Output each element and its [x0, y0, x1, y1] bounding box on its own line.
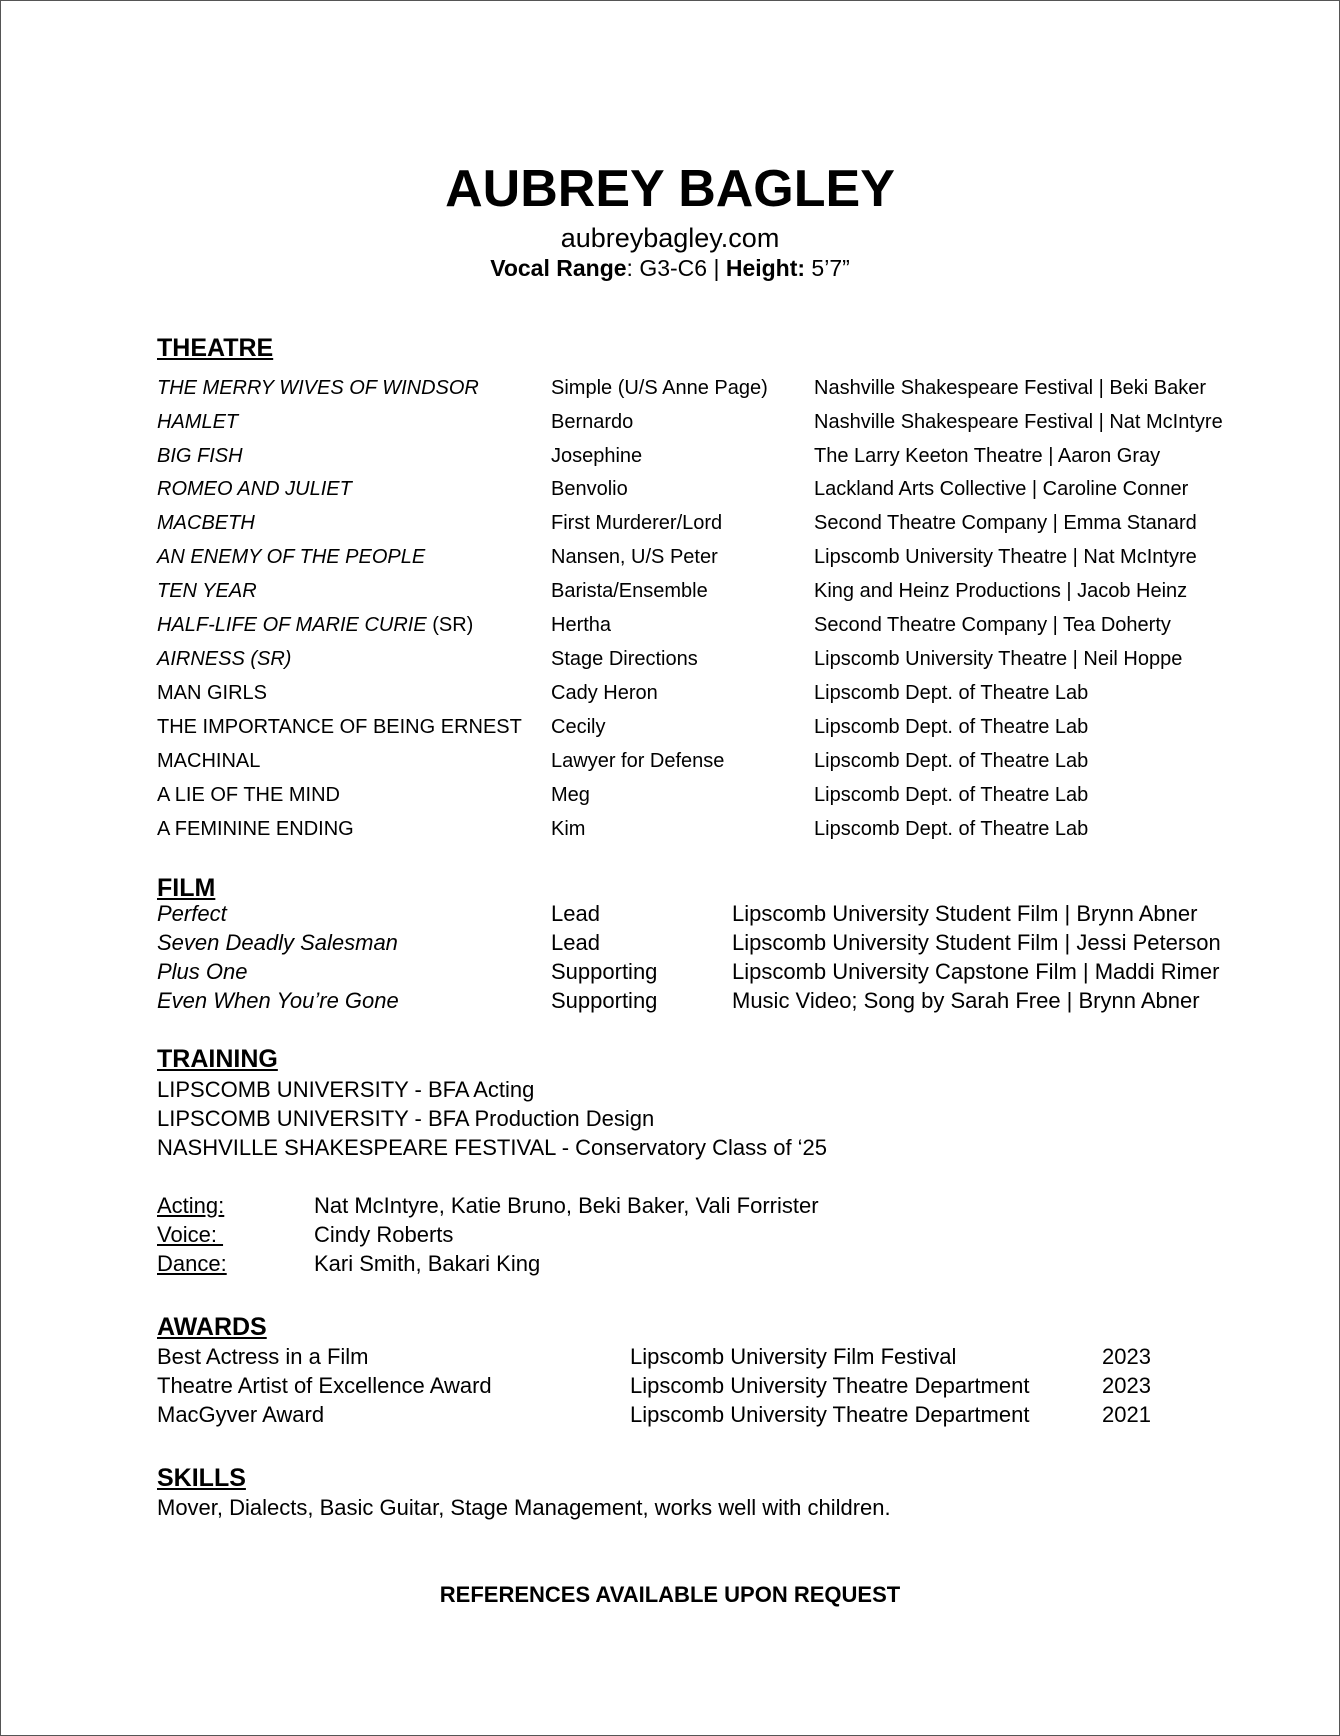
theatre-company: Second Theatre Company | Tea Doherty: [814, 614, 1171, 636]
theatre-company: Lackland Arts Collective | Caroline Conner: [814, 478, 1189, 500]
film-title: Plus One: [157, 959, 248, 984]
theatre-title: A LIE OF THE MIND: [157, 784, 340, 806]
film-role: Supporting: [551, 959, 658, 984]
theatre-role: Cecily: [551, 716, 606, 738]
theatre-role: First Murderer/Lord: [551, 512, 723, 534]
theatre-company: Nashville Shakespeare Festival | Beki Baker: [814, 377, 1207, 399]
theatre-title: THE MERRY WIVES OF WINDSOR: [157, 377, 479, 399]
theatre-company: Second Theatre Company | Emma Stanard: [814, 512, 1197, 534]
theatre-title: MACHINAL: [157, 750, 261, 772]
theatre-company: King and Heinz Productions | Jacob Heinz: [814, 580, 1188, 602]
film-role: Supporting: [551, 988, 658, 1013]
vocal-range-value: : G3-C6 |: [626, 255, 726, 281]
award-name: MacGyver Award: [157, 1402, 325, 1427]
award-org: Lipscomb University Theatre Department: [630, 1402, 1030, 1427]
theatre-company: Lipscomb University Theatre | Nat McIntyre: [814, 546, 1197, 568]
theatre-role: Kim: [551, 818, 586, 840]
film-company: Lipscomb University Student Film | Jessi Peterson: [732, 930, 1221, 955]
training-program: LIPSCOMB UNIVERSITY - BFA Acting: [157, 1077, 535, 1102]
teacher-names: Cindy Roberts: [314, 1222, 454, 1247]
film-title: Seven Deadly Salesman: [157, 930, 398, 955]
teacher-category-label: Dance:: [157, 1251, 227, 1276]
theatre-role: Bernardo: [551, 411, 634, 433]
theatre-role: Meg: [551, 784, 590, 806]
teacher-category-label: Acting:: [157, 1193, 225, 1218]
theatre-title: BIG FISH: [157, 445, 243, 467]
theatre-role: Benvolio: [551, 478, 628, 500]
vocal-range-label: Vocal Range: [490, 255, 627, 281]
theatre-title: AIRNESS (SR): [157, 648, 292, 670]
theatre-company: Lipscomb Dept. of Theatre Lab: [814, 818, 1089, 840]
theatre-title: HAMLET: [157, 411, 239, 433]
height-value: 5’7”: [805, 255, 850, 281]
height-label: Height:: [725, 255, 806, 281]
theatre-role: Lawyer for Defense: [551, 750, 725, 772]
theatre-title: AN ENEMY OF THE PEOPLE: [157, 546, 426, 568]
awards-heading: AWARDS: [157, 1313, 267, 1341]
theatre-company: Lipscomb Dept. of Theatre Lab: [814, 784, 1089, 806]
theatre-company: Lipscomb University Theatre | Neil Hoppe: [814, 648, 1183, 670]
theatre-title: MACBETH: [157, 512, 255, 534]
film-company: Lipscomb University Student Film | Brynn Abner: [732, 901, 1198, 926]
theatre-role: Nansen, U/S Peter: [551, 546, 718, 568]
training-program: NASHVILLE SHAKESPEARE FESTIVAL - Conservatory Class of ‘25: [157, 1135, 828, 1160]
training-program: LIPSCOMB UNIVERSITY - BFA Production Design: [157, 1106, 655, 1131]
award-year: 2023: [1102, 1373, 1151, 1398]
film-title: Even When You’re Gone: [157, 988, 399, 1013]
film-role: Lead: [551, 930, 600, 955]
actor-name: AUBREY BAGLEY: [445, 160, 895, 218]
film-company: Lipscomb University Capstone Film | Maddi Rimer: [732, 959, 1220, 984]
theatre-title: THE IMPORTANCE OF BEING ERNEST: [157, 716, 522, 738]
theatre-role: Stage Directions: [551, 648, 698, 670]
theatre-heading: THEATRE: [157, 334, 274, 362]
references-note: REFERENCES AVAILABLE UPON REQUEST: [439, 1582, 901, 1607]
theatre-role: Josephine: [551, 445, 643, 467]
film-heading: FILM: [157, 874, 216, 902]
theatre-title: ROMEO AND JULIET: [157, 478, 352, 500]
award-org: Lipscomb University Theatre Department: [630, 1373, 1030, 1398]
award-year: 2023: [1102, 1344, 1151, 1369]
film-title: Perfect: [157, 901, 227, 926]
theatre-role: Hertha: [551, 614, 612, 636]
teacher-category-label: Voice:: [157, 1222, 224, 1247]
theatre-role: Simple (U/S Anne Page): [551, 377, 768, 399]
training-heading: TRAINING: [157, 1045, 278, 1073]
teacher-names: Kari Smith, Bakari King: [314, 1251, 541, 1276]
award-name: Best Actress in a Film: [157, 1344, 369, 1369]
teacher-names: Nat McIntyre, Katie Bruno, Beki Baker, Vali Forrister: [314, 1193, 819, 1218]
theatre-title: A FEMININE ENDING: [157, 818, 354, 840]
theatre-company: Lipscomb Dept. of Theatre Lab: [814, 716, 1089, 738]
theatre-title: HALF-LIFE OF MARIE CURIE (SR): [157, 614, 474, 636]
theatre-company: Lipscomb Dept. of Theatre Lab: [814, 682, 1089, 704]
award-year: 2021: [1102, 1402, 1151, 1427]
theatre-company: The Larry Keeton Theatre | Aaron Gray: [814, 445, 1161, 467]
theatre-title: TEN YEAR: [157, 580, 257, 602]
theatre-role: Barista/Ensemble: [551, 580, 708, 602]
theatre-company: Lipscomb Dept. of Theatre Lab: [814, 750, 1089, 772]
theatre-role: Cady Heron: [551, 682, 658, 704]
film-role: Lead: [551, 901, 600, 926]
skills-text: Mover, Dialects, Basic Guitar, Stage Management, works well with children.: [157, 1495, 891, 1520]
theatre-title: MAN GIRLS: [157, 682, 268, 704]
award-org: Lipscomb University Film Festival: [630, 1344, 957, 1369]
vocal-height-line: [1, 253, 1339, 283]
award-name: Theatre Artist of Excellence Award: [157, 1373, 492, 1398]
skills-heading: SKILLS: [157, 1464, 246, 1492]
theatre-company: Nashville Shakespeare Festival | Nat McIntyre: [814, 411, 1223, 433]
website: aubreybagley.com: [560, 223, 780, 253]
film-company: Music Video; Song by Sarah Free | Brynn Abner: [732, 988, 1200, 1013]
